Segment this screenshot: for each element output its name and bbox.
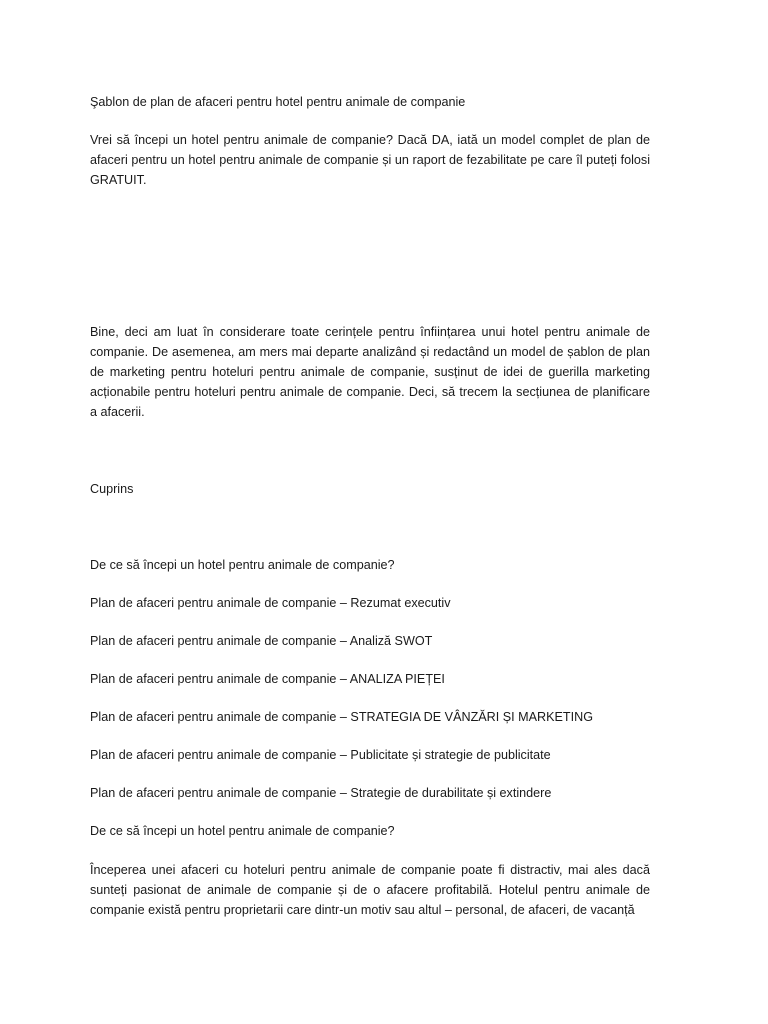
toc-item: Plan de afaceri pentru animale de companie – Publicitate și strategie de publicitate [90, 748, 551, 762]
body-paragraph: Bine, deci am luat în considerare toate cerințele pentru înființarea unui hotel pentru animale de companie. De asemenea, am mers mai departe analizând și redactând un model de șablon de plan de marketing pentru hoteluri pentru animale de companie, susținut de idei de guerilla marketing acționabile pentru hoteluri pentru animale de companie. Deci, să trecem la secțiunea de planificare a afacerii. [90, 325, 650, 419]
intro-paragraph: Vrei să începi un hotel pentru animale de companie? Dacă DA, iată un model complet de plan de afaceri pentru un hotel pentru animale de companie și un raport de fezabilitate pe care îl puteți folosi GRATUIT. [90, 133, 650, 187]
toc-item: Plan de afaceri pentru animale de companie – Rezumat executiv [90, 596, 451, 610]
toc-item: Plan de afaceri pentru animale de companie – ANALIZA PIEȚEI [90, 672, 445, 686]
document-page [90, 0, 650, 1024]
toc-item: Plan de afaceri pentru animale de companie – STRATEGIA DE VÂNZĂRI ȘI MARKETING [90, 710, 594, 724]
toc-item: De ce să începi un hotel pentru animale de companie? [90, 558, 395, 572]
document-title: Şablon de plan de afaceri pentru hotel pentru animale de companie [90, 95, 466, 109]
toc-item: Plan de afaceri pentru animale de companie – Analiză SWOT [90, 634, 433, 648]
toc-heading: Cuprins [90, 482, 134, 496]
section-heading: De ce să începi un hotel pentru animale de companie? [90, 824, 395, 838]
toc-item: Plan de afaceri pentru animale de companie – Strategie de durabilitate și extindere [90, 786, 552, 800]
section-body: Începerea unei afaceri cu hoteluri pentru animale de companie poate fi distractiv, mai ales dacă sunteți pasionat de animale de companie și de o afacere profitabilă. Hotelul pentru animale de companie există pentru proprietarii care dintr-un motiv sau altul – personal, de afaceri, de vacanță [90, 863, 650, 917]
